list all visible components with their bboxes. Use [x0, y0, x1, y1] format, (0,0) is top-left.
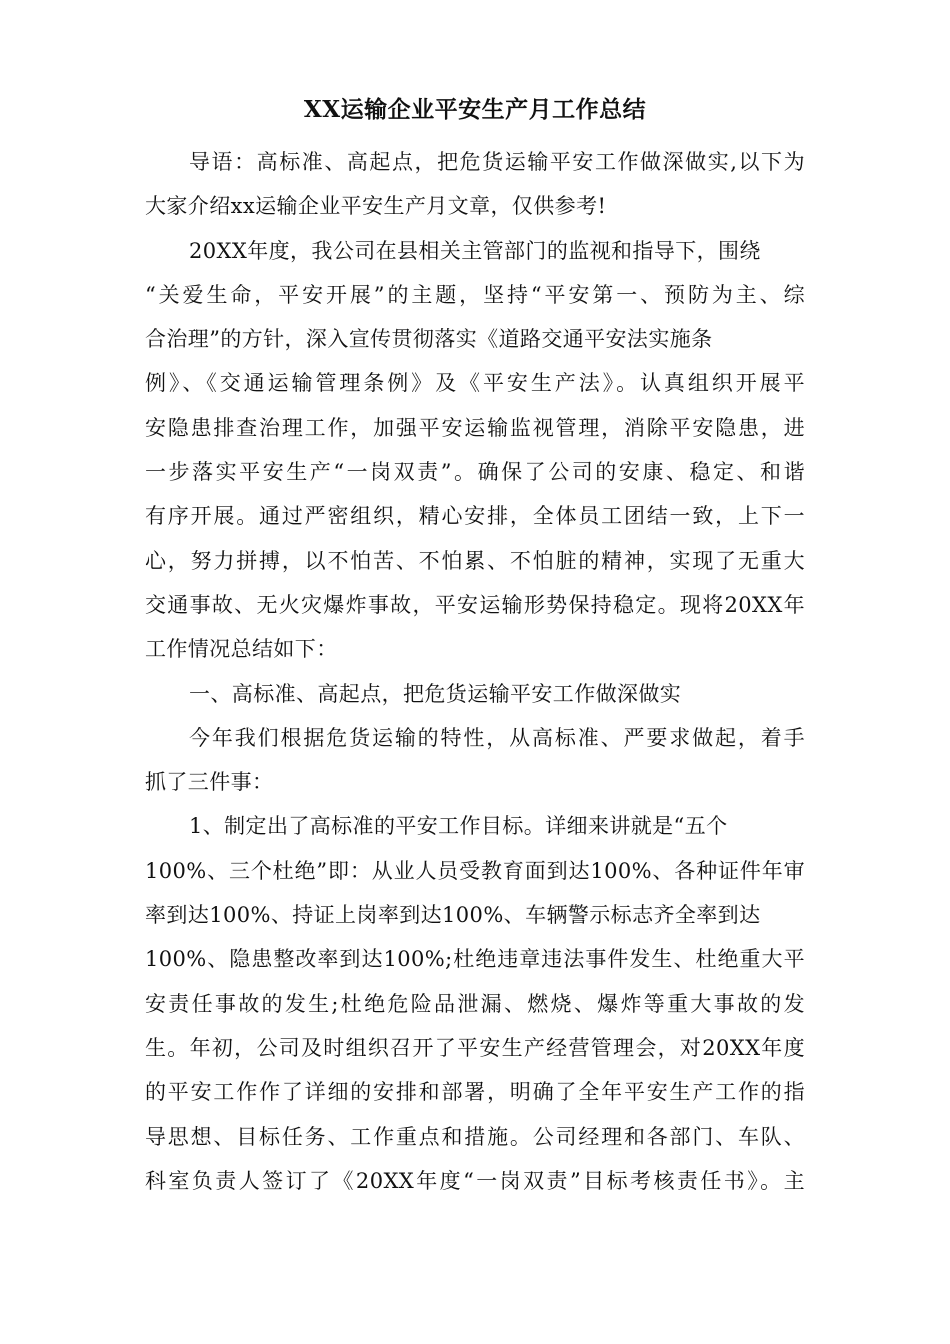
- text-line: 今年我们根据危货运输的特性，从高标准、严要求做起，着手: [189, 725, 805, 750]
- text-line: 有序开展。通过严密组织，精心安排，全体员工团结一致，上下一: [145, 504, 805, 529]
- text-line: 大家介绍xx运输企业平安生产月文章，仅供参考!: [145, 194, 607, 219]
- text-line: 交通事故、无火灾爆炸事故，平安运输形势保持稳定。现将20XX年: [145, 592, 805, 617]
- text-line: 100%、隐患整改率到达100%;杜绝违章违法事件发生、杜绝重大平: [145, 947, 805, 972]
- text-line: 率到达100%、持证上岗率到达100%、车辆警示标志齐全率到达: [145, 903, 761, 928]
- text-line: 的平安工作作了详细的安排和部署，明确了全年平安生产工作的指: [145, 1080, 805, 1105]
- text-line: 一步落实平安生产“一岗双责”。确保了公司的安康、稳定、和谐: [145, 460, 805, 485]
- text-line: 20XX年度，我公司在县相关主管部门的监视和指导下，围绕: [189, 238, 761, 263]
- document-body: [145, 140, 805, 1203]
- text-line: 心，努力拼搏，以不怕苦、不怕累、不怕脏的精神，实现了无重大: [145, 548, 805, 573]
- text-line: 安隐患排查治理工作，加强平安运输监视管理，消除平安隐患，进: [145, 415, 805, 440]
- text-line: 导语：高标准、高起点，把危货运输平安工作做深做实,以下为: [189, 150, 805, 174]
- text-line: 100%、三个杜绝”即：从业人员受教育面到达100%、各种证件年审: [145, 858, 805, 883]
- text-line: 导思想、目标任务、工作重点和措施。公司经理和各部门、车队、: [145, 1124, 805, 1149]
- text-line: 1、制定出了高标准的平安工作目标。详细来讲就是“五个: [189, 814, 728, 839]
- text-line: 生。年初，公司及时组织召开了平安生产经营管理会，对20XX年度: [145, 1035, 805, 1060]
- text-line: 抓了三件事：: [145, 770, 274, 795]
- text-line: 一、高标准、高起点，把危货运输平安工作做深做实: [189, 681, 682, 706]
- text-line: 安责任事故的发生;杜绝危险品泄漏、燃烧、爆炸等重大事故的发: [145, 991, 805, 1016]
- document-title: XX运输企业平安生产月工作总结: [303, 96, 647, 123]
- text-line: 科室负责人签订了《20XX年度“一岗双责”目标考核责任书》。主: [145, 1168, 805, 1193]
- text-line: “关爱生命，平安开展”的主题，坚持“平安第一、预防为主、综: [145, 282, 805, 307]
- text-line: 工作情况总结如下：: [145, 637, 338, 662]
- text-line: 合治理”的方针，深入宣传贯彻落实《道路交通平安法实施条: [145, 327, 713, 352]
- text-line: 例》、《交通运输管理条例》及《平安生产法》。认真组织开展平: [145, 371, 805, 396]
